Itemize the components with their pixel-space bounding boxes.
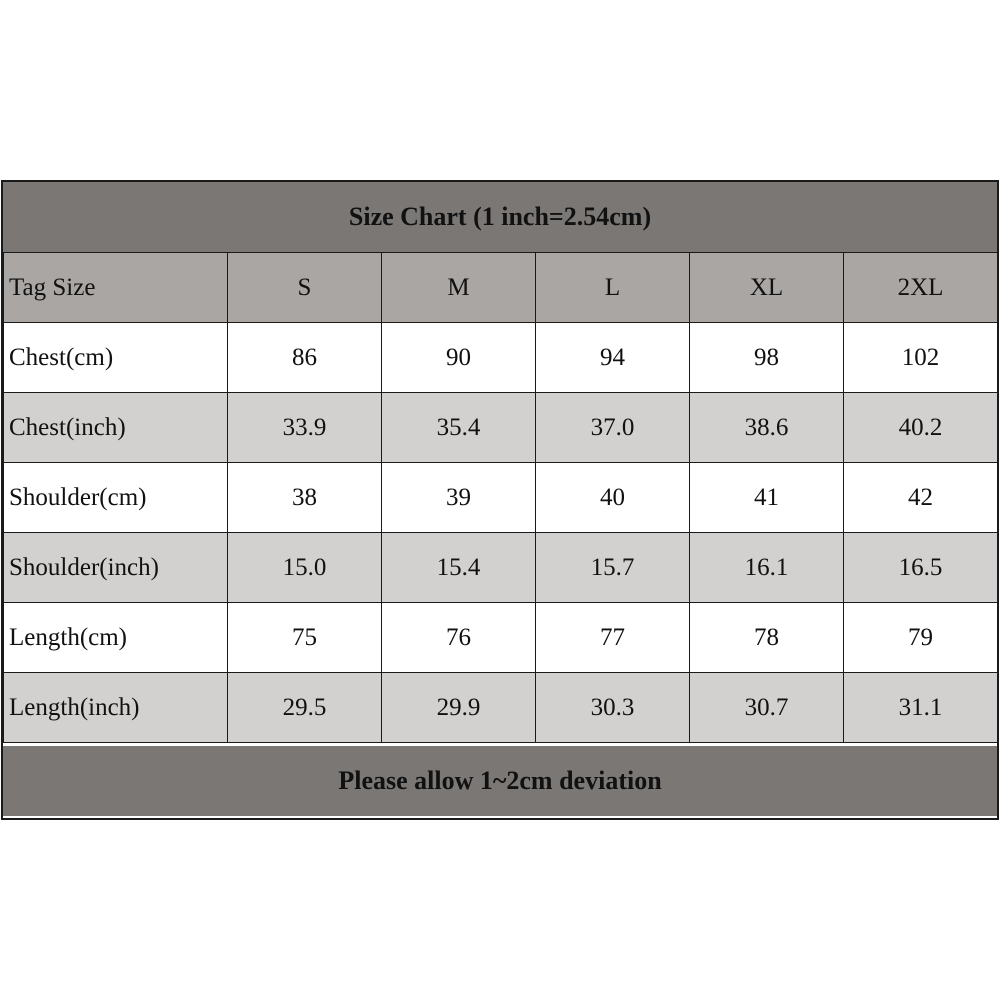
size-header: XL <box>690 253 844 323</box>
table-cell: 76 <box>382 603 536 673</box>
table-row <box>4 323 998 393</box>
table-cell: 41 <box>690 463 844 533</box>
deviation-note: Please allow 1~2cm deviation <box>3 746 997 816</box>
header-label: Tag Size <box>4 253 228 323</box>
table-cell: 33.9 <box>228 393 382 463</box>
table-cell: 29.9 <box>382 673 536 743</box>
table-cell: 16.1 <box>690 533 844 603</box>
chart-title: Size Chart (1 inch=2.54cm) <box>3 182 997 252</box>
table-cell: 40.2 <box>844 393 998 463</box>
table-row <box>4 463 998 533</box>
table-cell: 79 <box>844 603 998 673</box>
table-cell: 31.1 <box>844 673 998 743</box>
table-row <box>4 393 998 463</box>
table-cell: 42 <box>844 463 998 533</box>
table-cell: 77 <box>536 603 690 673</box>
table-cell: 38.6 <box>690 393 844 463</box>
size-grid <box>3 252 998 743</box>
header-row <box>4 253 998 323</box>
size-chart-table <box>1 180 999 820</box>
size-header: 2XL <box>844 253 998 323</box>
table-cell: 78 <box>690 603 844 673</box>
table-row <box>4 673 998 743</box>
table-cell: 102 <box>844 323 998 393</box>
table-cell: 75 <box>228 603 382 673</box>
row-label: Length(inch) <box>4 673 228 743</box>
table-row <box>4 533 998 603</box>
row-label: Shoulder(inch) <box>4 533 228 603</box>
size-header: M <box>382 253 536 323</box>
table-cell: 15.7 <box>536 533 690 603</box>
table-cell: 90 <box>382 323 536 393</box>
table-cell: 94 <box>536 323 690 393</box>
table-cell: 30.7 <box>690 673 844 743</box>
size-header: S <box>228 253 382 323</box>
row-label: Length(cm) <box>4 603 228 673</box>
row-label: Chest(cm) <box>4 323 228 393</box>
table-row <box>4 603 998 673</box>
table-cell: 15.4 <box>382 533 536 603</box>
table-cell: 39 <box>382 463 536 533</box>
table-cell: 29.5 <box>228 673 382 743</box>
table-cell: 37.0 <box>536 393 690 463</box>
row-label: Shoulder(cm) <box>4 463 228 533</box>
table-cell: 86 <box>228 323 382 393</box>
table-cell: 40 <box>536 463 690 533</box>
table-cell: 35.4 <box>382 393 536 463</box>
table-cell: 30.3 <box>536 673 690 743</box>
table-cell: 15.0 <box>228 533 382 603</box>
row-label: Chest(inch) <box>4 393 228 463</box>
size-header: L <box>536 253 690 323</box>
table-cell: 38 <box>228 463 382 533</box>
table-cell: 16.5 <box>844 533 998 603</box>
table-cell: 98 <box>690 323 844 393</box>
